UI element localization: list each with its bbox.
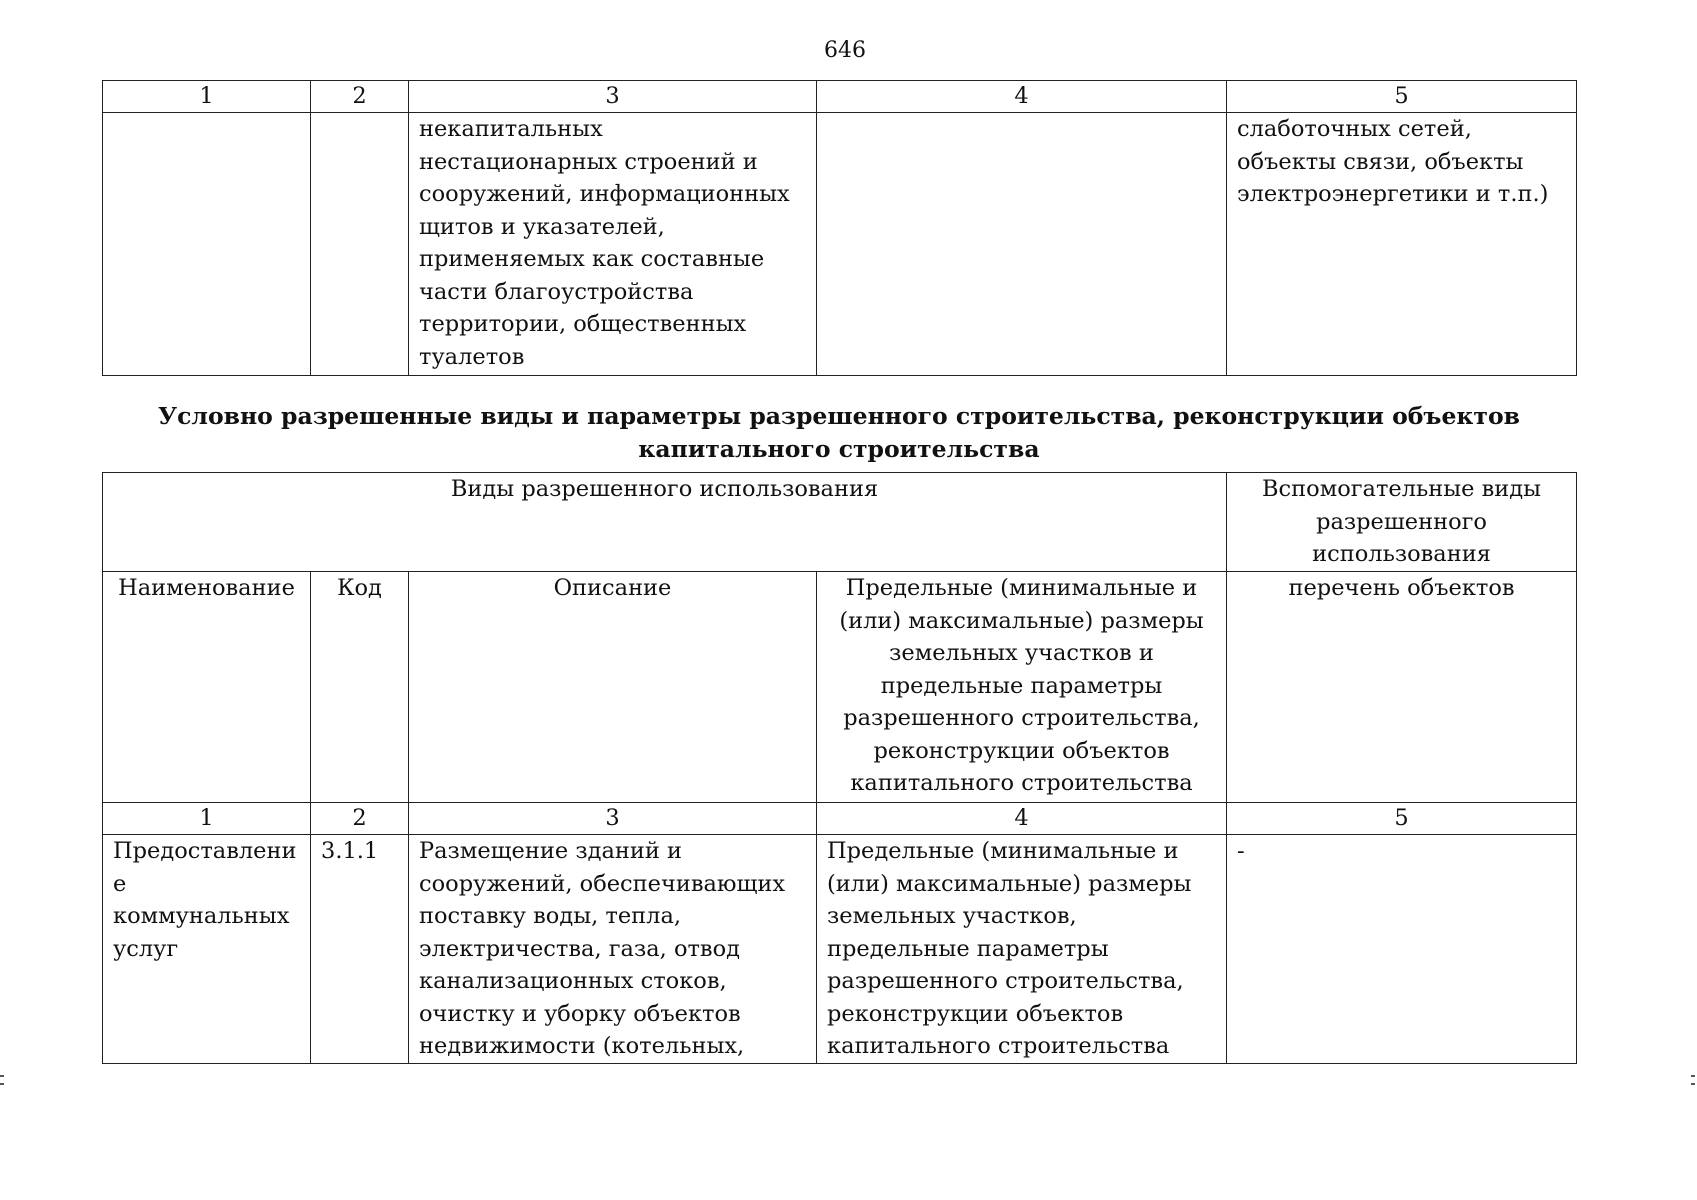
- header-description: Описание: [409, 572, 817, 803]
- column-number-2: 2: [311, 803, 409, 835]
- scan-mark-left: [0, 1075, 4, 1077]
- scan-mark-right: [1691, 1083, 1695, 1085]
- permitted-use-table: [102, 472, 1577, 1064]
- continuation-table: [102, 80, 1577, 376]
- cell-code: [311, 113, 409, 376]
- header-parameters: Предельные (минимальные и (или) максимальные) размеры земельных участков и предельные параметры разрешенного строительства, реконструкции объектов капитального строительства: [817, 572, 1227, 803]
- scan-mark-right: [1691, 1075, 1695, 1077]
- cell-parameters: Предельные (минимальные и (или) максимальные) размеры земельных участков, предельные параметры разрешенного строительства, реконструкции объектов капитального строительства: [817, 835, 1227, 1064]
- column-number-3: 3: [409, 81, 817, 113]
- column-number-4: 4: [817, 803, 1227, 835]
- cell-parameters: [817, 113, 1227, 376]
- group-header-aux: Вспомогательные виды разрешенного использования: [1227, 473, 1577, 572]
- header-code: Код: [311, 572, 409, 803]
- column-number-row: [103, 81, 1577, 113]
- page-number: 646: [824, 38, 866, 63]
- column-number-3: 3: [409, 803, 817, 835]
- column-header-row: [103, 572, 1577, 803]
- column-number-5: 5: [1227, 803, 1577, 835]
- cell-code: 3.1.1: [311, 835, 409, 1064]
- group-header-row: [103, 473, 1577, 572]
- scan-mark-left: [0, 1083, 4, 1085]
- table-row: [103, 835, 1577, 1064]
- cell-aux-objects: слаботочных сетей, объекты связи, объекты электроэнергетики и т.п.): [1227, 113, 1577, 376]
- cell-description: Размещение зданий и сооружений, обеспечивающих поставку воды, тепла, электричества, газа, отвод канализационных стоков, очистку и уборку объектов недвижимости (котельных,: [409, 835, 817, 1064]
- column-number-2: 2: [311, 81, 409, 113]
- section-heading: Условно разрешенные виды и параметры разрешенного строительства, реконструкции объектов капитального строительства: [158, 402, 1520, 463]
- header-name: Наименование: [103, 572, 311, 803]
- group-header-main: Виды разрешенного использования: [103, 473, 1227, 572]
- column-number-1: 1: [103, 81, 311, 113]
- column-number-5: 5: [1227, 81, 1577, 113]
- cell-name: [103, 113, 311, 376]
- column-number-row: [103, 803, 1577, 835]
- table-row: [103, 113, 1577, 376]
- cell-description: некапитальных нестационарных строений и сооружений, информационных щитов и указателей, применяемых как составные части благоустройства территории, общественных туалетов: [409, 113, 817, 376]
- column-number-4: 4: [817, 81, 1227, 113]
- cell-aux-objects: -: [1227, 835, 1577, 1064]
- cell-name: Предоставлени е коммунальных услуг: [103, 835, 311, 1064]
- header-objects-list: перечень объектов: [1227, 572, 1577, 803]
- column-number-1: 1: [103, 803, 311, 835]
